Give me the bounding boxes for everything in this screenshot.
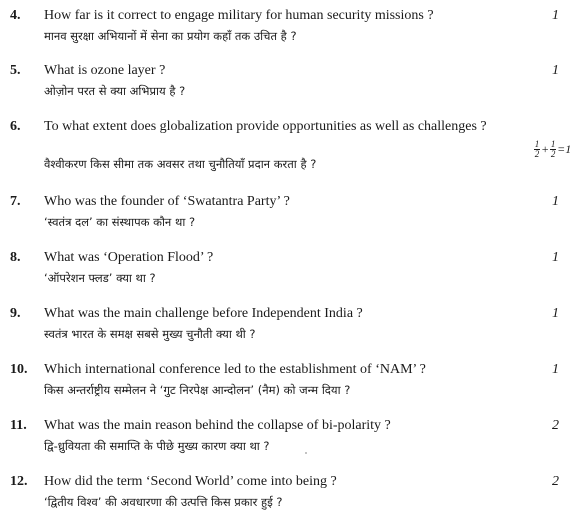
question-marks: 2 bbox=[552, 418, 559, 433]
question-text-hindi: मानव सुरक्षा अभियानों में सेना का प्रयोग कहाँ तक उचित है ? bbox=[44, 29, 297, 43]
question-text-english: What was the main reason behind the collapse of bi-polarity ? bbox=[44, 418, 391, 433]
question-number: 7. bbox=[10, 194, 21, 209]
question-text-hindi: ‘ऑपरेशन फ्लड’ क्या था ? bbox=[44, 271, 156, 285]
fraction-denominator: 2 bbox=[534, 149, 540, 159]
fraction-numerator: 1 bbox=[534, 139, 540, 149]
question-marks: 2 bbox=[552, 474, 559, 489]
question-text-english: Who was the founder of ‘Swatantra Party’ ? bbox=[44, 194, 290, 209]
question-text-hindi: ओज़ोन परत से क्या अभिप्राय है ? bbox=[44, 84, 186, 98]
question-marks: 1 bbox=[552, 194, 559, 209]
question-number: 8. bbox=[10, 250, 21, 265]
question-marks: 1 bbox=[552, 306, 559, 321]
plus-sign: + bbox=[541, 142, 550, 156]
question-number: 11. bbox=[10, 418, 27, 433]
question-text-hindi: किस अन्तर्राष्ट्रीय सम्मेलन ने ‘गुट निरपेक्ष आन्दोलन’ (नैम) को जन्म दिया ? bbox=[44, 383, 351, 397]
question-marks: 1 bbox=[552, 250, 559, 265]
fraction-numerator: 1 bbox=[550, 139, 556, 149]
question-text-english: Which international conference led to the establishment of ‘NAM’ ? bbox=[44, 362, 426, 377]
question-text-english: How far is it correct to engage military for human security missions ? bbox=[44, 8, 434, 23]
question-text-hindi: स्वतंत्र भारत के समक्ष सबसे मुख्य चुनौती क्या थी ? bbox=[44, 327, 256, 341]
question-number: 5. bbox=[10, 63, 21, 78]
question-number: 10. bbox=[10, 362, 28, 377]
question-text-english: To what extent does globalization provide opportunities as well as challenges ? bbox=[44, 119, 487, 134]
question-text-hindi: ‘द्वितीय विश्व’ की अवधारणा की उत्पत्ति किस प्रकार हुई ? bbox=[44, 495, 283, 509]
question-text-english: What is ozone layer ? bbox=[44, 63, 166, 78]
question-marks-fraction bbox=[534, 140, 571, 159]
question-text-hindi: वैश्वीकरण किस सीमा तक अवसर तथा चुनौतियाँ प्रदान करता है ? bbox=[44, 157, 317, 171]
question-text-hindi: द्वि-ध्रुवियता की समाप्ति के पीछे मुख्य कारण क्या था ? bbox=[44, 439, 270, 453]
scan-speck bbox=[305, 452, 307, 454]
question-marks: 1 bbox=[552, 362, 559, 377]
fraction-denominator: 2 bbox=[550, 149, 556, 159]
question-number: 6. bbox=[10, 119, 21, 134]
fraction-half bbox=[534, 140, 540, 159]
question-number: 4. bbox=[10, 8, 21, 23]
question-number: 9. bbox=[10, 306, 21, 321]
question-marks: 1 bbox=[552, 8, 559, 23]
question-text-english: What was the main challenge before Independent India ? bbox=[44, 306, 363, 321]
question-text-hindi: ‘स्वतंत्र दल’ का संस्थापक कौन था ? bbox=[44, 215, 196, 229]
question-text-english: What was ‘Operation Flood’ ? bbox=[44, 250, 214, 265]
question-text-english: How did the term ‘Second World’ come into being ? bbox=[44, 474, 337, 489]
question-number: 12. bbox=[10, 474, 28, 489]
question-marks: 1 bbox=[552, 63, 559, 78]
fraction-half bbox=[550, 140, 556, 159]
marks-total: =1 bbox=[557, 142, 572, 156]
